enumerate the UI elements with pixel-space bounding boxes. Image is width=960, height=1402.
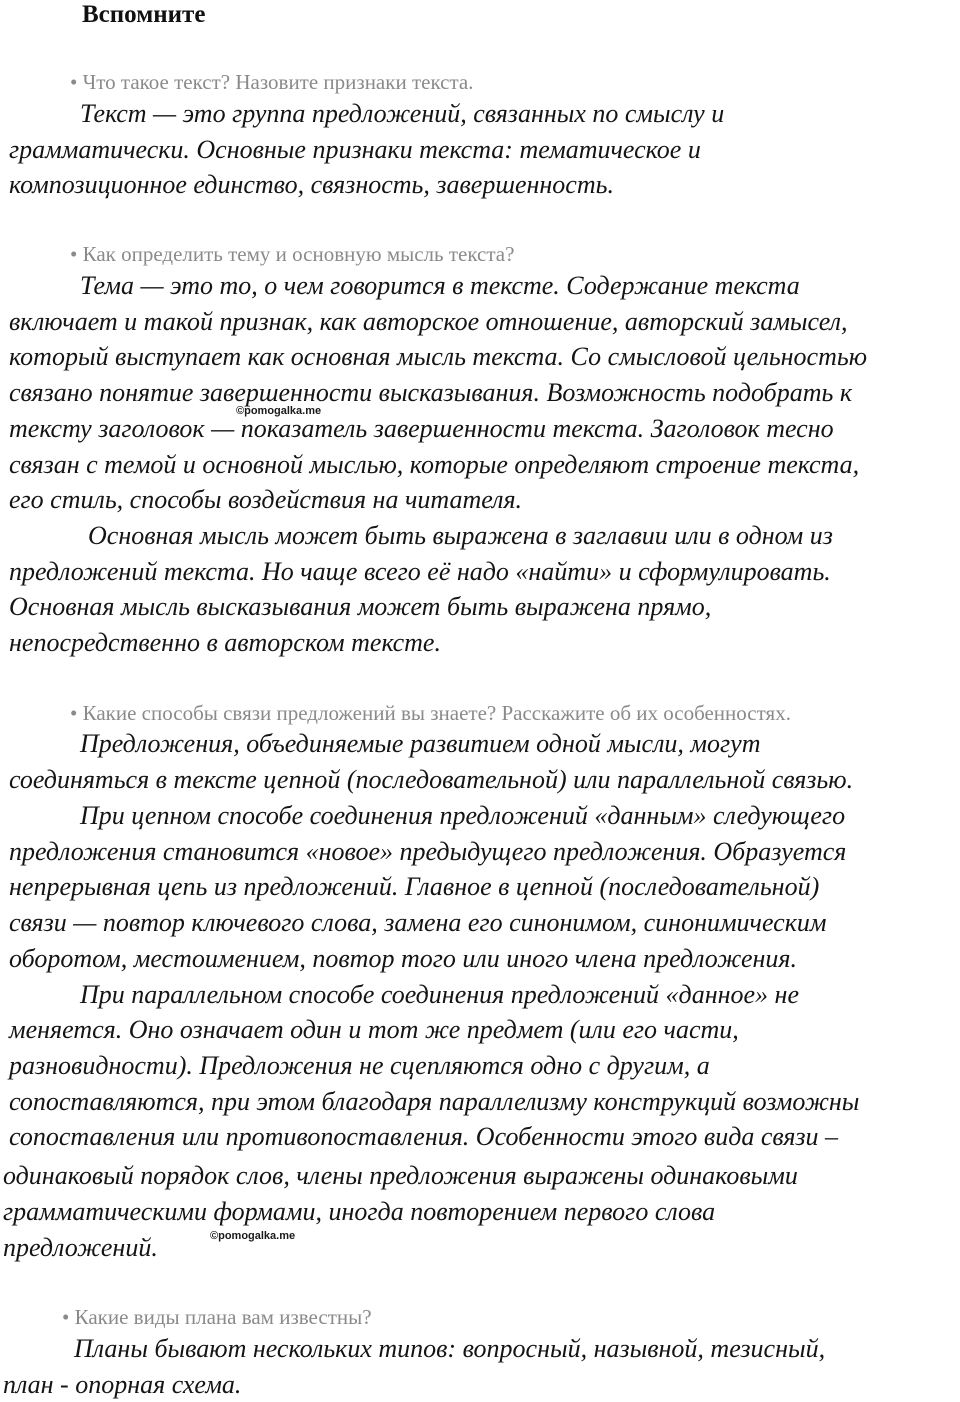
answer-3-line: оборотом, местоимением, повтор того или иного члена предложения.: [9, 944, 797, 973]
answer-3-line: непрерывная цепь из предложений. Главное в цепной (последовательной): [9, 872, 820, 901]
answer-2-line: Основная мысль может быть выражена в заглавии или в одном из: [88, 521, 833, 550]
question-1: • Что такое текст? Назовите признаки текста.: [70, 70, 474, 94]
answer-1-line: Текст — это группа предложений, связанных по смыслу и: [80, 99, 725, 128]
answer-4-line: Планы бывают нескольких типов: вопросный, назывной, тезисный,: [74, 1334, 826, 1363]
watermark: ©pomogalka.me: [236, 405, 322, 417]
answer-2-line: включает и такой признак, как авторское отношение, авторский замысел,: [9, 307, 848, 336]
answer-1-line: композиционное единство, связность, завершенность.: [9, 170, 614, 199]
answer-2-line: Тема — это то, о чем говорится в тексте. Содержание текста: [80, 271, 800, 300]
answer-2-line: связано понятие завершенности высказывания. Возможность подобрать к: [9, 378, 852, 407]
answer-2-line: его стиль, способы воздействия на читателя.: [9, 485, 523, 514]
watermark: ©pomogalka.me: [210, 1230, 296, 1242]
question-4: • Какие виды плана вам известны?: [62, 1305, 372, 1329]
answer-3-line: разновидности). Предложения не сцепляются одно с другим, а: [9, 1051, 710, 1080]
answer-2-line: предложений текста. Но чаще всего её надо «найти» и сформулировать.: [9, 557, 831, 586]
question-3: • Какие способы связи предложений вы знаете? Расскажите об их особенностях.: [70, 701, 791, 725]
answer-2-line: связан с темой и основной мыслью, которые определяют строение текста,: [9, 450, 860, 479]
answer-2-line: который выступает как основная мысль текста. Со смысловой цельностью: [9, 342, 868, 371]
page-heading: Вспомните: [82, 1, 206, 28]
answer-3-line: предложений.: [3, 1233, 158, 1262]
answer-3-line: Предложения, объединяемые развитием одной мысли, могут: [80, 729, 761, 758]
answer-3-line: меняется. Оно означает один и тот же предмет (или его части,: [9, 1015, 739, 1044]
answer-1-line: грамматически. Основные признаки текста: тематическое и: [9, 135, 701, 164]
answer-2-line: Основная мысль высказывания может быть выражена прямо,: [9, 592, 712, 621]
question-2: • Как определить тему и основную мысль текста?: [70, 242, 515, 266]
answer-3-line: грамматическими формами, иногда повторением первого слова: [3, 1197, 716, 1226]
answer-3-line: соединяться в тексте цепной (последовательной) или параллельной связью.: [9, 765, 854, 794]
answer-4-line: план - опорная схема.: [3, 1370, 242, 1399]
answer-3-line: предложения становится «новое» предыдущего предложения. Образуется: [9, 837, 847, 866]
answer-3-line: сопоставляются, при этом благодаря параллелизму конструкций возможны: [9, 1087, 860, 1116]
answer-3-line: При цепном способе соединения предложений «данным» следующего: [80, 801, 846, 830]
answer-2-line: непосредственно в авторском тексте.: [9, 628, 441, 657]
answer-3-line: При параллельном способе соединения предложений «данное» не: [80, 980, 799, 1009]
answer-3-line: сопоставления или противопоставления. Особенности этого вида связи –: [9, 1122, 839, 1151]
answer-3-line: одинаковый порядок слов, члены предложения выражены одинаковыми: [3, 1161, 798, 1190]
answer-3-line: связи — повтор ключевого слова, замена его синонимом, синонимическим: [9, 908, 827, 937]
answer-2-line: тексту заголовок — показатель завершенности текста. Заголовок тесно: [9, 414, 834, 443]
